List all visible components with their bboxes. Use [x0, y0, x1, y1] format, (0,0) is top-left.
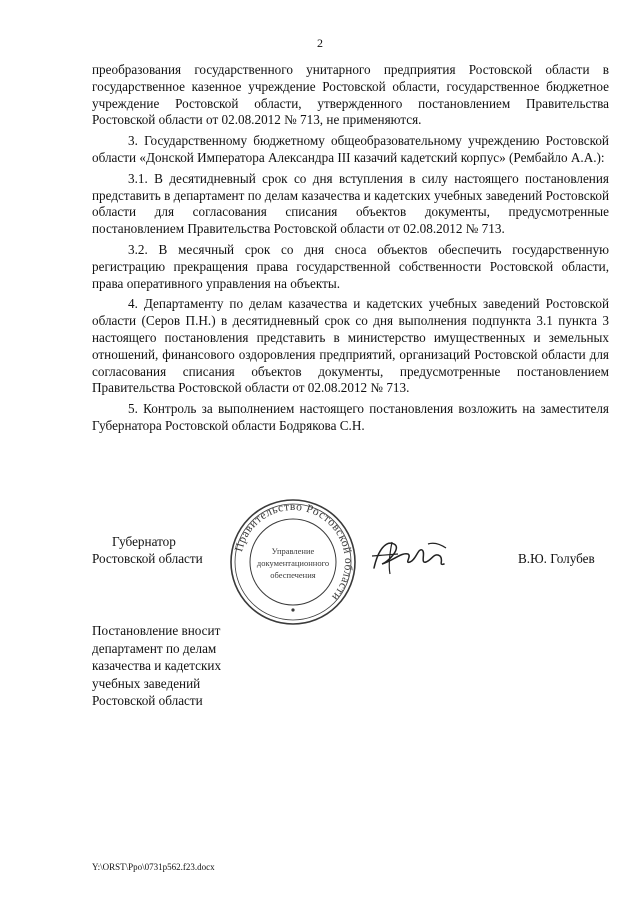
- seal-dot: [291, 608, 294, 611]
- signatory-title-line: Ростовской области: [92, 551, 203, 566]
- submitted-by-line: департамент по делам: [92, 640, 217, 656]
- paragraph-item-5: 5. Контроль за выполнением настоящего постановления возложить на заместителя Губернатора Ростовской области Бодрякова С.Н.: [92, 401, 609, 433]
- paragraph-continuation: преобразования государственного унитарного предприятия Ростовской области в государственное казенное учреждение Ростовской области, государственное бюджетное учреждение Ростовской области, утвержденного постановлением Правительства Ростовской области от 02.08.2012 № 713, не применяются.: [92, 62, 609, 128]
- seal-inner-text: документационного: [256, 558, 330, 568]
- file-path-footer: Y:\ORST\Ppo\0731p562.f23.docx: [92, 862, 215, 872]
- paragraph-item-3-2: 3.2. В месячный срок со дня сноса объектов обеспечить государственную регистрацию прекращения права государственной собственности Ростовской области, права оперативного управления на объекты.: [92, 241, 609, 291]
- signer-name: В.Ю. Голубев: [518, 551, 595, 566]
- page-number: 2: [317, 36, 323, 50]
- submitted-by-note: [92, 622, 292, 710]
- official-seal: [228, 497, 358, 627]
- signatory-title-line: Губернатор: [112, 534, 176, 549]
- handwritten-signature: [368, 530, 468, 580]
- signatory-title: [92, 533, 232, 567]
- submitted-by-line: Ростовской области: [92, 693, 203, 709]
- submitted-by-line: учебных заведений: [92, 675, 201, 691]
- paragraph-item-4: 4. Департаменту по делам казачества и кадетских учебных заведений Ростовской области (Серов П.Н.) в десятидневный срок со дня выполнения подпункта 3.1 пункта 3 настоящего постановления представить в министерство имущественных и земельных отношений, финансового оздоровления предприятий, организаций Ростовской области для согласования списания объектов документы, предусмотренные постановлением Правительства Ростовской области от 02.08.2012 № 713.: [92, 296, 609, 396]
- seal-inner-text: обеспечения: [270, 570, 316, 580]
- seal-inner-text: Управление: [271, 546, 315, 556]
- submitted-by-line: казачества и кадетских: [92, 658, 222, 674]
- seal-outer-text: Правительство Ростовской области: [233, 500, 355, 604]
- submitted-by-line: Постановление вносит: [92, 623, 221, 638]
- paragraph-item-3-1: 3.1. В десятидневный срок со дня вступления в силу настоящего постановления представить в департамент по делам казачества и кадетских учебных заведений Ростовской области для согласования списания объектов документы, предусмотренные постановлением Правительства Ростовской области от 02.08.2012 № 713.: [92, 170, 609, 237]
- paragraph-item-3: 3. Государственному бюджетному общеобразовательному учреждению Ростовской области «Донской Императора Александра III казачий кадетский корпус» (Рембайло А.А.):: [92, 133, 609, 165]
- document-body: [92, 62, 609, 439]
